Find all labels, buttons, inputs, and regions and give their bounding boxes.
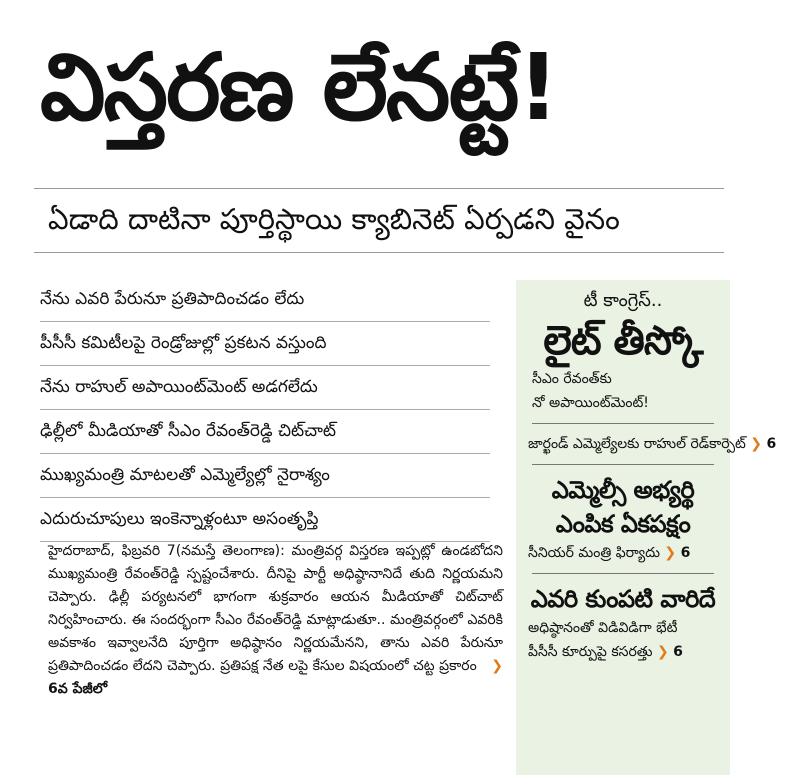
section-title: ఎవరి కుంపటి వారిదే [530, 585, 716, 613]
highlight-item: ముఖ్యమంత్రి మాటలతో ఎమ్మెల్యేల్లో నైరాశ్యం [40, 454, 490, 498]
sidebar-box [516, 280, 777, 775]
sidebar-kicker: టీ కాంగ్రెస్.. [583, 290, 663, 311]
page-ref: 6 [766, 436, 777, 452]
continue-label: 6వ పేజీలో [48, 681, 108, 697]
sidebar-story-1[interactable] [516, 432, 777, 456]
section-title: ఎంపిక ఏకపక్షం [555, 510, 691, 538]
highlight-item: పీసీసీ కమిటీలపై రెండ్రోజుల్లో ప్రకటన వస్తుంది [40, 322, 490, 366]
subhead-top-rule [34, 188, 724, 189]
highlight-item: ఎదురుచూపులు ఇంకెన్నాళ్లంటూ అసంతృప్తి [40, 498, 490, 542]
sidebar-story-3b[interactable] [516, 640, 730, 664]
page-ref: 6 [680, 545, 691, 561]
sidebar-divider [532, 573, 714, 574]
sidebar-story-2[interactable] [516, 541, 730, 565]
sidebar-story-3a: అధిష్ఠానంతో విడివిడిగా భేటీ [528, 620, 678, 636]
story-text: సీనియర్ మంత్రి ఫిర్యాదు [528, 545, 660, 561]
page-ref: 6 [673, 644, 683, 660]
headline: విస్తరణ లేనట్టే! [40, 34, 558, 141]
article-body [48, 540, 503, 701]
story-text: జార్ఖండ్ ఎమ్మెల్యేలకు రాహుల్ రెడ్‌కార్పెట్ [528, 436, 746, 452]
sidebar-divider [532, 423, 714, 424]
sidebar-divider [532, 464, 714, 465]
subheadline: ఏడాది దాటినా పూర్తిస్థాయి క్యాబినెట్ ఏర్పడని వైనం [48, 202, 620, 236]
section-title: ఎమ్మెల్సీ అభ్యర్థి [551, 476, 695, 504]
highlights-list [40, 278, 490, 542]
highlight-item: నేను రాహుల్ అపాయింట్‌మెంట్ అడగలేదు [40, 366, 490, 410]
sidebar-title: లైట్ తీస్కో [543, 318, 703, 364]
arrow-icon: ❯ [664, 545, 677, 561]
sidebar-line: నో అపాయింట్‌మెంట్! [532, 395, 649, 411]
arrow-icon: ❯ [491, 658, 503, 674]
article-text: హైదరాబాద్, ఫిబ్రవరి 7(నమస్తే తెలంగాణ): మంత్రివర్గ విస్తరణ ఇప్పట్లో ఉండబోదని ముఖ్యమంత్రి రేవంత్‌రెడ్డి స్పష్టంచేశారు. దీనిపై పార్టీ అధిష్ఠానానిదే తుది నిర్ణయమని చెప్పారు. ఢిల్లీ పర్యటనలో భాగంగా శుక్రవారం ఆయన మీడియాతో చిట్‌చాట్ నిర్వహించారు. ఈ సందర్భంగా సీఎం రేవంత్‌రెడ్డి మాట్లాడుతూ.. మంత్రివర్గంలో ఎవరికి అవకాశం ఇవ్వాలనేది పూర్తిగా అధిష్ఠానం నిర్ణయమేనని, తాను ఎవరి పేరునూ ప్రతిపాదించడం లేదని చెప్పారు. ప్రతిపక్ష నేత లపై కేసుల విషయంలో చట్ట ప్రకారం [48, 543, 503, 674]
subhead-bottom-rule [34, 252, 724, 253]
highlight-item: ఢిల్లీలో మీడియాతో సీఎం రేవంత్‌రెడ్డి చిట్‌చాట్ [40, 410, 490, 454]
sidebar-line: సీఎం రేవంత్‌కు [532, 371, 612, 387]
arrow-icon: ❯ [656, 644, 669, 660]
story-text: పీసీసీ కూర్పుపై కసరత్తు [528, 644, 653, 660]
arrow-icon: ❯ [750, 436, 762, 452]
highlight-item: నేను ఎవరి పేరునూ ప్రతిపాదించడం లేదు [40, 278, 490, 322]
